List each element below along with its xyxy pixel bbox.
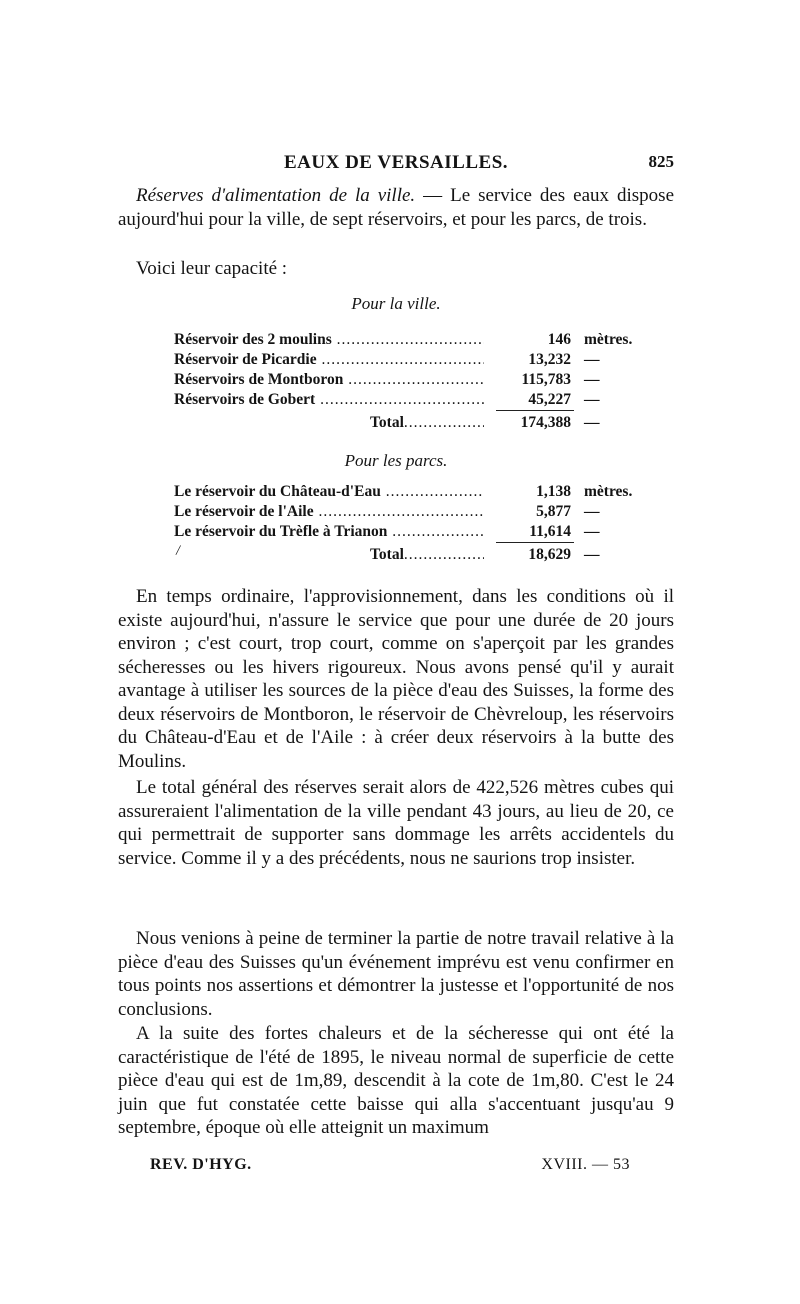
reservoir-name: Le réservoir du Trèfle à Trianon .....: [174, 522, 484, 542]
paragraph-text: Le total général des réserves serait alors de 422,526 mètres cubes qui assureraient l'alimentation de la ville pendant 43 jours, au lieu de 20, ce qui permettrait de supporter sans dommage les arrêts accidentels du service. Comme il y a des précédents, nous ne saurions trop insister.: [118, 777, 674, 869]
page-footer: [150, 1156, 630, 1182]
table-ville: [174, 330, 634, 433]
paragraph-text: Nous venions à peine de terminer la partie de notre travail relative à la pièce d'eau des Suisses qu'un événement imprévu est venu confirmer en tous points nos assertions et démontrer la justesse et l'opportunité de nos conclusions.: [118, 928, 674, 1020]
table-row: [174, 522, 634, 542]
heading-pour-les-parcs: Pour les parcs.: [344, 451, 448, 470]
table-row: [174, 482, 634, 502]
paragraph-text: A la suite des fortes chaleurs et de la sécheresse qui ont été la caractéristique de l'été de 1895, le niveau normal de superficie de cette pièce d'eau qui est de 1m,89, descendit à la cote de 1m,80. C'est le 24 juin que fut constatée cette baisse qui alla s'accentuant jusqu'au 9 septembre, époque où elle atteignit un maximum: [118, 1023, 674, 1138]
page-number: 825: [648, 152, 674, 171]
volume-signature: XVIII. — 53: [541, 1156, 630, 1173]
reservoir-unit: mètres.: [584, 483, 633, 500]
running-title: EAUX DE VERSAILLES.: [283, 152, 509, 173]
reservoir-unit: —: [584, 391, 600, 408]
reservoir-unit: —: [584, 351, 600, 368]
paragraph-temps-ordinaire: [118, 585, 674, 773]
reservoir-capacity: 13,232: [528, 351, 571, 368]
reservoir-name: Le réservoir du Château-d'Eau .....: [174, 482, 484, 502]
reservoir-capacity: 115,783: [521, 371, 571, 388]
intro-paragraph: [118, 184, 674, 231]
heading-pour-la-ville: Pour la ville.: [351, 294, 441, 313]
table-row: [174, 502, 634, 522]
paragraph-text: En temps ordinaire, l'approvisionnement, dans les conditions où il existe aujourd'hui, n'assure le service que pour une durée de 20 jours environ ; c'est court, trop court, comme on s'aperçoit par les grandes sécheresses ou les hivers rigoureux. Nous avons pensé qu'il y aurait avantage à utiliser les sources de la pièce d'eau des Suisses, la forme des deux réservoirs de Montboron, le réservoir de Chèvreloup, les réservoirs du Château-d'Eau et de l'Aile : à créer deux réservoirs à la butte des Moulins.: [118, 586, 674, 772]
table-row: [174, 350, 634, 370]
paragraph-a-la-suite: [118, 1022, 674, 1140]
section-run-in-title: Réserves d'alimentation de la ville.: [136, 185, 416, 206]
reservoir-name: Réservoirs de Montboron .....: [174, 370, 484, 390]
running-head: [118, 152, 674, 178]
reservoir-name: Réservoirs de Gobert .....: [174, 390, 484, 410]
total-rule: [496, 410, 574, 411]
paragraph-nous-venions: [118, 927, 674, 1021]
reservoir-unit: mètres.: [584, 331, 633, 348]
reservoir-capacity: 146: [547, 331, 571, 348]
reservoir-capacity: 45,227: [528, 391, 571, 408]
total-row: [174, 413, 634, 433]
reservoir-name: Le réservoir de l'Aile .....: [174, 502, 484, 522]
total-unit: —: [584, 414, 600, 431]
paragraph-total-general: [118, 776, 674, 870]
total-label: Total .....: [174, 545, 484, 565]
total-value: 18,629: [528, 546, 571, 563]
pencil-slash-mark: /: [174, 542, 182, 560]
reservoir-unit: —: [584, 503, 600, 520]
reservoir-capacity: 1,138: [536, 483, 571, 500]
table-row: [174, 390, 634, 410]
reservoir-capacity: 5,877: [536, 503, 571, 520]
total-label: Total .....: [174, 413, 484, 433]
table-row: [174, 330, 634, 350]
total-row: [174, 542, 634, 565]
total-value: 174,388: [520, 414, 571, 431]
total-rule: [496, 542, 574, 543]
reservoir-capacity: 11,614: [529, 523, 571, 540]
capacity-intro: [118, 257, 674, 281]
journal-signature: REV. D'HYG.: [150, 1156, 252, 1173]
total-unit: —: [584, 546, 600, 563]
reservoir-name: Réservoir de Picardie .....: [174, 350, 484, 370]
reservoir-name: Réservoir des 2 moulins .....: [174, 330, 484, 350]
table-row: [174, 370, 634, 390]
reservoir-unit: —: [584, 371, 600, 388]
intro-text: — Le service des eaux dispose aujourd'hui pour la ville, de sept réservoirs, et pour les parcs, de trois.: [118, 185, 674, 230]
reservoir-unit: —: [584, 523, 600, 540]
table-parcs: [174, 482, 634, 565]
capacity-intro-text: Voici leur capacité :: [136, 258, 288, 279]
